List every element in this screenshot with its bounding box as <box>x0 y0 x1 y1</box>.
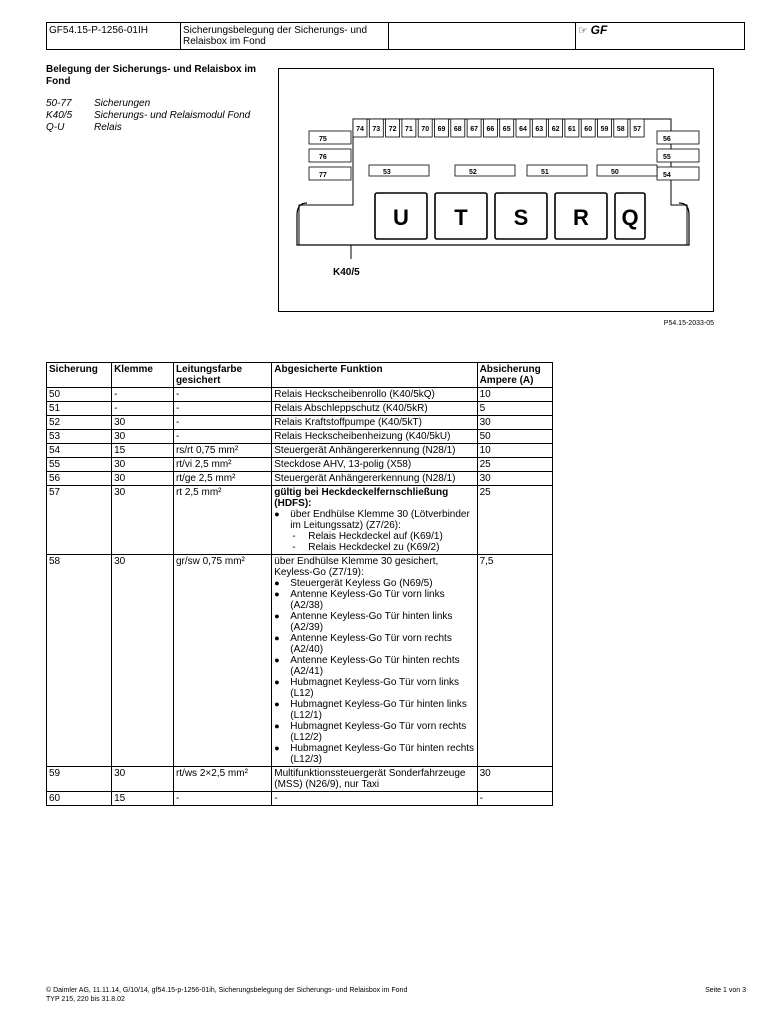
fuse-top-label: 73 <box>372 126 381 133</box>
cell-terminal: 15 <box>112 444 174 458</box>
cell-wire: gr/sw 0,75 mm² <box>173 555 271 767</box>
document-header <box>46 22 745 50</box>
column-header: Leitungsfarbe gesichert <box>173 363 271 388</box>
legend-row <box>46 122 268 134</box>
legend-text: Sicherungen <box>94 98 151 109</box>
cell-terminal: 30 <box>112 486 174 555</box>
table-row <box>47 402 553 416</box>
cell-fuse: 54 <box>47 444 112 458</box>
cell-fuse: 52 <box>47 416 112 430</box>
function-text: Relais Abschleppschutz (K40/5kR) <box>274 403 428 414</box>
fuse-left-label: 76 <box>319 154 327 161</box>
relay-label: T <box>454 205 468 230</box>
cell-wire: - <box>173 792 271 806</box>
fuse-right-label: 56 <box>663 136 671 143</box>
cell-amp: 30 <box>477 767 552 792</box>
cell-amp: 10 <box>477 444 552 458</box>
function-text: Steckdose AHV, 13-polig (X58) <box>274 459 412 470</box>
hand-pointer-icon: ☞ <box>578 25 588 37</box>
function-list-item: ● Hubmagnet Keyless-Go Tür hinten links (L12/1) <box>274 699 474 721</box>
cell-terminal: 30 <box>112 472 174 486</box>
fuse-box-diagram <box>278 68 714 312</box>
cell-amp: 30 <box>477 416 552 430</box>
legend-row <box>46 98 268 110</box>
table-row <box>47 388 553 402</box>
function-heading: gültig bei Heckdeckelfernschließung (HDFS): <box>274 487 449 509</box>
relay-label: R <box>573 205 589 230</box>
cell-wire: - <box>173 430 271 444</box>
cell-fuse: 55 <box>47 458 112 472</box>
cell-function <box>272 388 477 402</box>
fuse-top-label: 68 <box>453 126 462 133</box>
function-list <box>274 578 474 765</box>
module-label: K40/5 <box>333 267 360 278</box>
cell-fuse: 58 <box>47 555 112 767</box>
fuse-top-label: 58 <box>616 126 625 133</box>
footer-page: Seite 1 von 3 <box>705 987 746 994</box>
cell-fuse: 59 <box>47 767 112 792</box>
fuse-mid-label: 52 <box>469 169 477 176</box>
table-row <box>47 767 553 792</box>
fuse-left <box>309 131 351 144</box>
function-list-item: ● Hubmagnet Keyless-Go Tür vorn links (L12) <box>274 677 474 699</box>
fuse-mid <box>527 165 587 176</box>
fuse-top-label: 74 <box>356 126 364 133</box>
cell-wire: rs/rt 0,75 mm² <box>173 444 271 458</box>
fuse-top-label: 66 <box>486 126 495 133</box>
footer-type: TYP 215, 220 bis 31.8.02 <box>46 996 125 1003</box>
table-row <box>47 486 553 555</box>
cell-terminal: 30 <box>112 767 174 792</box>
cell-amp: 10 <box>477 388 552 402</box>
fuse-left <box>309 149 351 162</box>
fuse-top-label: 61 <box>568 126 576 133</box>
cell-amp: 50 <box>477 430 552 444</box>
cell-fuse: 60 <box>47 792 112 806</box>
relay-label: Q <box>621 205 639 230</box>
function-list-item: ● Hubmagnet Keyless-Go Tür hinten rechts (L12/3) <box>274 743 474 765</box>
fuse-mid <box>597 165 657 176</box>
function-text: - <box>274 793 278 804</box>
fuse-top-label: 69 <box>437 126 446 133</box>
fuse-top-label: 72 <box>388 126 397 133</box>
table-header-row <box>47 363 553 388</box>
fuse-left-label: 75 <box>319 136 327 143</box>
cell-terminal: 30 <box>112 458 174 472</box>
function-text: über Endhülse Klemme 30 gesichert, Keyless-Go (Z7/19): <box>274 556 439 578</box>
table-row <box>47 458 553 472</box>
cell-amp: 5 <box>477 402 552 416</box>
cell-fuse: 56 <box>47 472 112 486</box>
cell-function <box>272 555 477 767</box>
table-row <box>47 555 553 767</box>
fuse-mid-label: 51 <box>541 169 549 176</box>
fuse-top-label: 57 <box>633 126 641 133</box>
function-list-item: ● Antenne Keyless-Go Tür hinten links (A2/39) <box>274 611 474 633</box>
fuse-mid <box>369 165 429 176</box>
logo-cell <box>576 23 745 50</box>
fuse-top-label: 64 <box>519 126 527 133</box>
function-sublist-item: - Relais Heckdeckel auf (K69/1) <box>292 531 474 542</box>
cell-amp: - <box>477 792 552 806</box>
relay-label: S <box>513 205 529 230</box>
function-text: Steuergerät Anhängererkennung (N28/1) <box>274 473 456 484</box>
fuse-right-label: 55 <box>663 154 671 161</box>
cell-function <box>272 486 477 555</box>
cell-function <box>272 416 477 430</box>
function-text: Multifunktionssteuergerät Sonderfahrzeuge (MSS) (N26/9), nur Taxi <box>274 768 466 790</box>
cell-wire: - <box>173 416 271 430</box>
fuse-top-label: 62 <box>551 126 560 133</box>
fuse-mid <box>455 165 515 176</box>
cell-function <box>272 472 477 486</box>
fuse-top-label: 63 <box>535 126 544 133</box>
cell-wire: rt/ws 2×2,5 mm² <box>173 767 271 792</box>
intro-title: Belegung der Sicherungs- und Relaisbox im Fond <box>46 64 257 87</box>
gf-logo: GF <box>590 23 608 37</box>
footer <box>46 986 746 1004</box>
table-row <box>47 416 553 430</box>
fuse-top-label: 65 <box>502 126 511 133</box>
column-header: Abgesicherte Funktion <box>272 363 477 388</box>
cell-function <box>272 458 477 472</box>
cell-function <box>272 444 477 458</box>
function-text: Steuergerät Anhängererkennung (N28/1) <box>274 445 456 456</box>
function-text: Relais Heckscheibenheizung (K40/5kU) <box>274 431 451 442</box>
relay-label: U <box>393 205 409 230</box>
fuse-top-label: 67 <box>470 126 478 133</box>
cell-terminal: 30 <box>112 430 174 444</box>
fuse-top-label: 70 <box>421 126 430 133</box>
fuse-box-svg <box>279 69 713 311</box>
fuse-top-label: 71 <box>405 126 413 133</box>
function-list-item: ● Hubmagnet Keyless-Go Tür vorn rechts (L12/2) <box>274 721 474 743</box>
cell-function <box>272 402 477 416</box>
fuse-mid-label: 53 <box>383 169 391 176</box>
fuse-right-label: 54 <box>663 172 671 179</box>
cell-amp: 30 <box>477 472 552 486</box>
cell-function <box>272 792 477 806</box>
cell-amp: 7,5 <box>477 555 552 767</box>
table-row <box>47 444 553 458</box>
function-list <box>274 509 474 531</box>
cell-amp: 25 <box>477 486 552 555</box>
cell-wire: rt/ge 2,5 mm² <box>173 472 271 486</box>
function-sublist <box>274 531 474 553</box>
fuse-mid-label: 50 <box>611 169 619 176</box>
table-row <box>47 792 553 806</box>
function-text: Relais Heckscheibenrollo (K40/5kQ) <box>274 389 435 400</box>
doc-title: Sicherungsbelegung der Sicherungs- und Relaisbox im Fond <box>181 23 389 50</box>
function-list-item: ● Antenne Keyless-Go Tür hinten rechts (A2/41) <box>274 655 474 677</box>
cell-function <box>272 430 477 444</box>
fuse-table <box>46 362 553 806</box>
fuse-top-label: 59 <box>600 126 609 133</box>
table-row <box>47 472 553 486</box>
cell-wire: - <box>173 402 271 416</box>
table-row <box>47 430 553 444</box>
legend-code: 50-77 <box>46 98 72 109</box>
legend-code: Q-U <box>46 122 65 133</box>
function-list-item: ● Antenne Keyless-Go Tür vorn rechts (A2/40) <box>274 633 474 655</box>
cell-fuse: 57 <box>47 486 112 555</box>
cell-terminal: - <box>112 402 174 416</box>
cell-terminal: - <box>112 388 174 402</box>
cell-terminal: 30 <box>112 416 174 430</box>
cell-fuse: 53 <box>47 430 112 444</box>
fuse-left <box>309 167 351 180</box>
cell-wire: - <box>173 388 271 402</box>
cell-fuse: 50 <box>47 388 112 402</box>
doc-id: GF54.15-P-1256-01IH <box>47 23 181 50</box>
figure-reference: P54.15-2033-05 <box>663 320 714 327</box>
cell-terminal: 30 <box>112 555 174 767</box>
legend-row <box>46 110 268 122</box>
function-list-item: ● über Endhülse Klemme 30 (Lötverbinder im Leitungssatz) (Z7/26): <box>274 509 474 531</box>
function-sublist-item: - Relais Heckdeckel zu (K69/2) <box>292 542 474 553</box>
legend-code: K40/5 <box>46 110 73 121</box>
column-header: Absicherung Ampere (A) <box>477 363 552 388</box>
intro-section <box>46 64 268 134</box>
cell-wire: rt 2,5 mm² <box>173 486 271 555</box>
header-empty-cell <box>389 23 576 50</box>
legend <box>46 98 268 134</box>
cell-fuse: 51 <box>47 402 112 416</box>
cell-function <box>272 767 477 792</box>
column-header: Klemme <box>112 363 174 388</box>
function-list-item: ● Steuergerät Keyless Go (N69/5) <box>274 578 474 589</box>
fuse-top-label: 60 <box>584 126 593 133</box>
footer-copyright: © Daimler AG, 11.11.14, G/10/14, gf54.15-p-1256-01ih, Sicherungsbelegung der Sicherungs- und Relaisbox im Fond <box>46 987 408 994</box>
column-header: Sicherung <box>47 363 112 388</box>
function-text: Relais Kraftstoffpumpe (K40/5kT) <box>274 417 422 428</box>
cell-wire: rt/vi 2,5 mm² <box>173 458 271 472</box>
cell-amp: 25 <box>477 458 552 472</box>
legend-text: Sicherungs- und Relaismodul Fond <box>94 110 251 121</box>
fuse-left-label: 77 <box>319 172 327 179</box>
legend-text: Relais <box>94 122 122 133</box>
cell-terminal: 15 <box>112 792 174 806</box>
function-list-item: ● Antenne Keyless-Go Tür vorn links (A2/38) <box>274 589 474 611</box>
